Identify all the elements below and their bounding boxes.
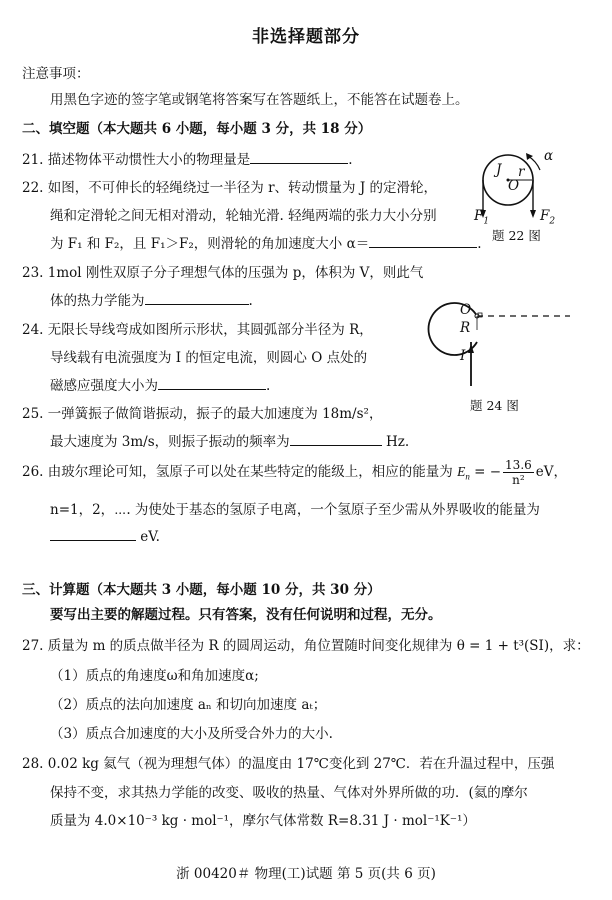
question-tail: eV. bbox=[140, 529, 160, 545]
question-text: 最大速度为 3m/s，则振子振动的频率为 bbox=[50, 434, 290, 450]
question-text: 如图，不可伸长的轻绳绕过一半径为 r、转动惯量为 J 的定滑轮， bbox=[47, 180, 438, 196]
label-I: I bbox=[460, 348, 466, 364]
section3-heading: 三、计算题（本大题共 3 小题，每小题 10 分，共 30 分） bbox=[22, 582, 381, 598]
energy-unit: eV， bbox=[535, 464, 568, 480]
notice-text: 用黑色字迹的签字笔或钢笔将答案写在答题纸上，不能答在试题卷上。 bbox=[50, 92, 469, 108]
figure-24 bbox=[420, 290, 590, 413]
question-text: 体的热力学能为 bbox=[50, 293, 145, 309]
label-alpha: α bbox=[544, 148, 554, 164]
notice-label: 注意事项： bbox=[22, 66, 90, 82]
question-tail: . bbox=[248, 293, 253, 309]
question-24-line1 bbox=[22, 318, 373, 338]
section2-heading: 二、填空题（本大题共 6 小题，每小题 3 分，共 18 分） bbox=[22, 121, 372, 137]
label-O: O bbox=[508, 178, 520, 194]
figure-22-caption: 题 22 图 bbox=[492, 228, 541, 243]
question-25-line1 bbox=[22, 402, 382, 422]
question-text: 无限长导线弯成如图所示形状，其圆弧部分半径为 R， bbox=[47, 322, 373, 338]
question-text: 一弹簧振子做简谐振动，振子的最大加速度为 18m/s²， bbox=[47, 406, 383, 422]
energy-symbol: $E_n$ bbox=[457, 464, 470, 482]
figure-24-caption: 题 24 图 bbox=[470, 398, 519, 413]
question-tail: . bbox=[477, 236, 482, 252]
question-23-line2 bbox=[50, 289, 253, 309]
question-22-line1 bbox=[22, 176, 437, 196]
answer-blank bbox=[145, 292, 249, 305]
question-text: 质量为 m 的质点做半径为 R 的圆周运动，角位置随时间变化规律为 θ = 1 + t³(SI)，求： bbox=[47, 638, 590, 654]
question-text: 描述物体平动惯性大小的物理量是 bbox=[47, 152, 251, 168]
question-number: 25. bbox=[22, 406, 44, 422]
question-tail: . bbox=[266, 378, 271, 394]
question-27-line1 bbox=[22, 634, 590, 654]
question-number: 23. bbox=[22, 265, 44, 281]
question-text: 磁感应强度大小为 bbox=[50, 378, 158, 394]
question-26-line3 bbox=[50, 528, 160, 545]
question-text: 由玻尔理论可知，氢原子可以处在某些特定的能级上，相应的能量为 bbox=[47, 464, 453, 480]
question-24-line2: 导线载有电流强度为 I 的恒定电流，则圆心 O 点处的 bbox=[50, 350, 368, 366]
question-27-part2: （2）质点的法向加速度 aₙ 和切向加速度 aₜ； bbox=[50, 697, 327, 713]
question-28-line1 bbox=[22, 752, 554, 772]
question-22-line2: 绳和定滑轮之间无相对滑动，轮轴光滑. 轻绳两端的张力大小分别 bbox=[50, 208, 437, 224]
question-27-part1: （1）质点的角速度ω和角加速度α; bbox=[50, 668, 259, 684]
page-footer: 浙 00420＃ 物理(工)试题 第 5 页(共 6 页) bbox=[176, 866, 436, 882]
question-22-line3 bbox=[50, 232, 481, 252]
question-number: 28. bbox=[22, 756, 44, 772]
answer-blank bbox=[50, 528, 136, 541]
question-text: 为 F₁ 和 F₂，且 F₁＞F₂，则滑轮的角加速度大小 α＝ bbox=[50, 236, 370, 252]
label-R: R bbox=[460, 320, 471, 336]
wire-diagram bbox=[420, 290, 590, 390]
question-27-part3: （3）质点合加速度的大小及所受合外力的大小. bbox=[50, 726, 333, 742]
question-28-line2: 保持不变，求其热力学能的改变、吸收的热量、气体对外界所做的功．(氦的摩尔 bbox=[50, 785, 528, 801]
question-number: 21. bbox=[22, 152, 44, 168]
question-24-line3 bbox=[50, 374, 270, 394]
question-25-line2 bbox=[50, 430, 409, 450]
energy-fraction: $\frac{13.6}{\text{n²}}$ bbox=[505, 458, 532, 487]
label-F1: $F_1$ bbox=[474, 208, 490, 227]
section3-instructions: 要写出主要的解题过程。只有答案，没有任何说明和过程，无分。 bbox=[50, 607, 442, 623]
answer-blank bbox=[250, 151, 348, 164]
question-tail: Hz. bbox=[385, 434, 410, 450]
answer-blank bbox=[158, 377, 266, 390]
answer-blank bbox=[290, 433, 382, 446]
question-number: 26. bbox=[22, 464, 44, 480]
figure-22 bbox=[468, 148, 588, 248]
question-26-line2: n=1，2，⋯. 为使处于基态的氢原子电离，一个氢原子至少需从外界吸收的能量为 bbox=[50, 502, 540, 518]
label-O: O bbox=[460, 302, 472, 318]
question-tail: . bbox=[348, 152, 353, 168]
question-number: 24. bbox=[22, 322, 44, 338]
question-text: 0.02 kg 氦气（视为理想气体）的温度由 17℃变化到 27℃．若在升温过程中，压强 bbox=[47, 756, 555, 772]
question-28-line3: 质量为 4.0×10⁻³ kg · mol⁻¹，摩尔气体常数 R=8.31 J · mol⁻¹K⁻¹） bbox=[50, 813, 476, 829]
label-J: J bbox=[496, 162, 502, 178]
question-21 bbox=[22, 148, 353, 168]
question-number: 27. bbox=[22, 638, 44, 654]
label-r: r bbox=[518, 164, 525, 180]
question-text: 1mol 刚性双原子分子理想气体的压强为 p，体积为 V，则此气 bbox=[47, 265, 424, 281]
equals-sign: = − bbox=[469, 464, 502, 480]
answer-blank bbox=[369, 235, 477, 248]
question-number: 22. bbox=[22, 180, 44, 196]
question-23-line1 bbox=[22, 261, 423, 281]
question-26-line1 bbox=[22, 458, 567, 487]
page-title: 非选择题部分 bbox=[252, 27, 360, 47]
label-F2: $F_2$ bbox=[540, 208, 556, 227]
